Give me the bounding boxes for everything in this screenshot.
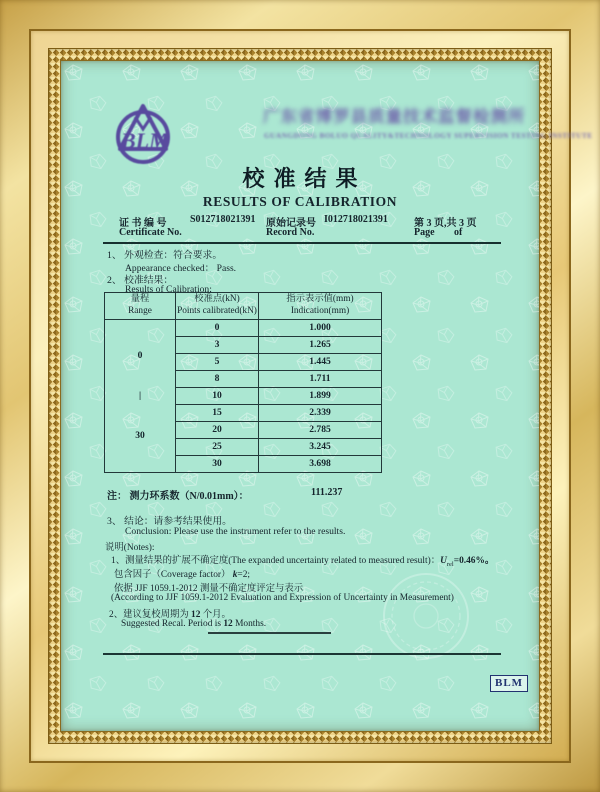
- conclusion-en: Conclusion: Please use the instrument refer to the results.: [125, 526, 346, 537]
- range-cell: 0 | 30: [105, 320, 176, 473]
- note-recal-cn: 2、建议复校周期为 12 个月。: [109, 610, 231, 620]
- notes-label: 说明(Notes):: [105, 543, 155, 553]
- note-uncertainty: 1、测量结果的扩展不确定度(The expanded uncertainty related to measured result)：$U_{rel}=0.46\%$。: [111, 556, 495, 568]
- certificate-no-value: S012718021391: [190, 214, 256, 225]
- indication-cell: 1.000: [259, 320, 382, 337]
- record-no-label-en: Record No.: [266, 227, 315, 238]
- signature-line: [208, 632, 331, 634]
- certificate-paper: [60, 60, 593, 732]
- point-cell: 15: [176, 405, 259, 422]
- point-cell: 20: [176, 422, 259, 439]
- indication-header: 指示表示值(mm) Indication(mm): [259, 293, 382, 320]
- point-cell: 10: [176, 388, 259, 405]
- footer-divider-rule: [103, 653, 501, 655]
- page-of-label-en: of: [454, 227, 463, 238]
- calibration-table-body: [105, 320, 382, 473]
- appearance-check-cn: 1、 外观检查：符合要求。: [107, 250, 223, 261]
- conclusion-cn: 3、 结论：请参考结果使用。: [107, 516, 232, 527]
- point-cell: 0: [176, 320, 259, 337]
- certificate-no-label-en: Certificate No.: [119, 227, 182, 238]
- note-jjf-cn: 依据 JJF 1059.1-2012 测量不确定度评定与表示: [114, 584, 304, 594]
- point-cell: 3: [176, 337, 259, 354]
- ring-coefficient-label: 注： 测力环系数（N/0.01mm）：: [107, 491, 249, 502]
- document-title-en: RESULTS OF CALIBRATION: [202, 194, 398, 209]
- logo-text: BLM: [121, 128, 169, 153]
- embossed-seal: [382, 572, 470, 660]
- document-title-cn: 校准结果: [242, 166, 367, 191]
- note-coverage-factor: 包含因子（Coverage factor） k=2;: [114, 570, 250, 580]
- indication-cell: 1.265: [259, 337, 382, 354]
- note-recal-en: Suggested Recal. Period is 12 Months.: [121, 619, 267, 629]
- indication-cell: 3.698: [259, 456, 382, 473]
- indication-cell: 1.711: [259, 371, 382, 388]
- indication-cell: 2.785: [259, 422, 382, 439]
- blm-footer-stamp: BLM: [490, 675, 528, 692]
- indication-cell: 2.339: [259, 405, 382, 422]
- record-no-label-cn: 原始记录号: [266, 218, 316, 229]
- range-header: 量程 Range: [105, 293, 176, 320]
- results-section-en: Results of Calibration:: [125, 284, 212, 295]
- points-header: 校准点(kN) Points calibrated(kN): [176, 293, 259, 320]
- results-section-cn: 2、 校准结果：: [107, 275, 174, 286]
- table-header-row: [105, 293, 382, 320]
- institute-name-en: GUANGDONG BOLUO QUALITY&TECHNOLOGY SUPERVISION TESTING INSTITUTE: [264, 131, 593, 140]
- record-no-value: I012718021391: [324, 214, 388, 225]
- page-indicator-cn: 第 3 页,共 3 页: [414, 218, 477, 229]
- ring-coefficient-value: 111.237: [311, 487, 343, 498]
- appearance-check-en: Appearance checked： Pass.: [125, 263, 237, 274]
- point-cell: 30: [176, 456, 259, 473]
- indication-cell: 1.445: [259, 354, 382, 371]
- table-row: [105, 320, 382, 337]
- note-jjf-en: (According to JJF 1059.1-2012 Evaluation and Expression of Uncertainty in Measurement): [111, 593, 454, 603]
- calibration-results-table: [104, 292, 382, 473]
- point-cell: 5: [176, 354, 259, 371]
- point-cell: 8: [176, 371, 259, 388]
- point-cell: 25: [176, 439, 259, 456]
- institute-name-cn: 广东省博罗县质量技术监督检测所: [263, 107, 526, 126]
- page-label-en: Page: [414, 227, 435, 238]
- blm-logo-icon: [99, 103, 187, 165]
- indication-cell: 1.899: [259, 388, 382, 405]
- certificate-no-label-cn: 证 书 编 号: [119, 218, 167, 229]
- header-divider-rule: [103, 242, 501, 244]
- indication-cell: 3.245: [259, 439, 382, 456]
